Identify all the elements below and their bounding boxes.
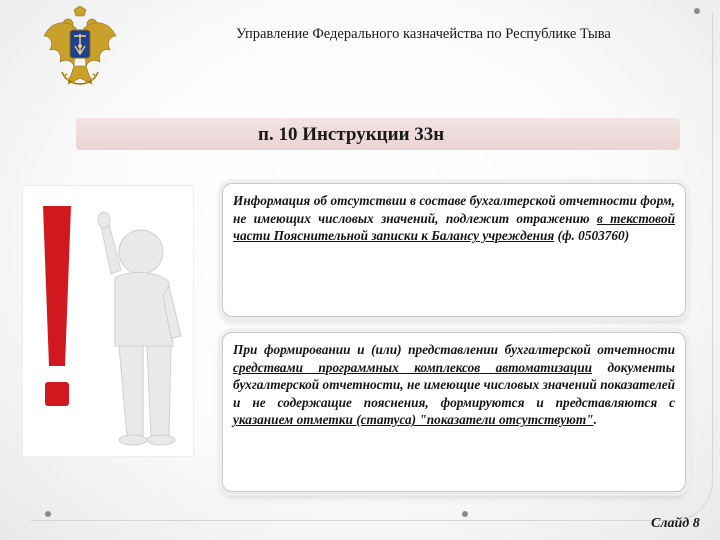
box1-underlined-text: в текстовой части Пояснительной записки к Балансу учреждения: [233, 210, 675, 244]
organization-name: Управление Федерального казначейства по Республике Тыва: [236, 26, 611, 42]
decor-dot-middle: [462, 511, 468, 517]
box1-text-part3: (ф. 0503760): [554, 228, 630, 244]
box2-paragraph: [233, 341, 675, 429]
box1-paragraph: [233, 192, 675, 245]
box2-text-part3: документы бухгалтерской отчетности, не имеющие числовых значений показателей и не содержащие пояснения, формируются и представляются с: [233, 359, 675, 410]
box2-text-part1: При формировании и (или) представлении бухгалтерской отчетности: [233, 342, 675, 357]
decor-dot-left: [45, 511, 51, 517]
box1-text-part1: Информация об отсутствии в составе бухгалтерской отчетности форм, не имеющих числовых значений, подлежит отражению: [233, 193, 675, 226]
box2-underlined-text-1: средствами программных комплексов автоматизации: [233, 359, 593, 375]
slide-title: п. 10 Инструкции 33н: [258, 124, 445, 145]
instruction-text-box-2: [222, 332, 686, 492]
slide-number: Слайд 8: [651, 516, 700, 531]
treasury-emblem-icon: [40, 6, 120, 98]
box2-text-part5: .: [593, 412, 597, 428]
instruction-text-box-1: [222, 183, 686, 317]
exclamation-figure-illustration: [22, 185, 194, 457]
decor-dot-top-right: [694, 8, 700, 14]
box2-underlined-text-2: указанием отметки (статуса) "показатели отсутствуют": [233, 412, 594, 428]
